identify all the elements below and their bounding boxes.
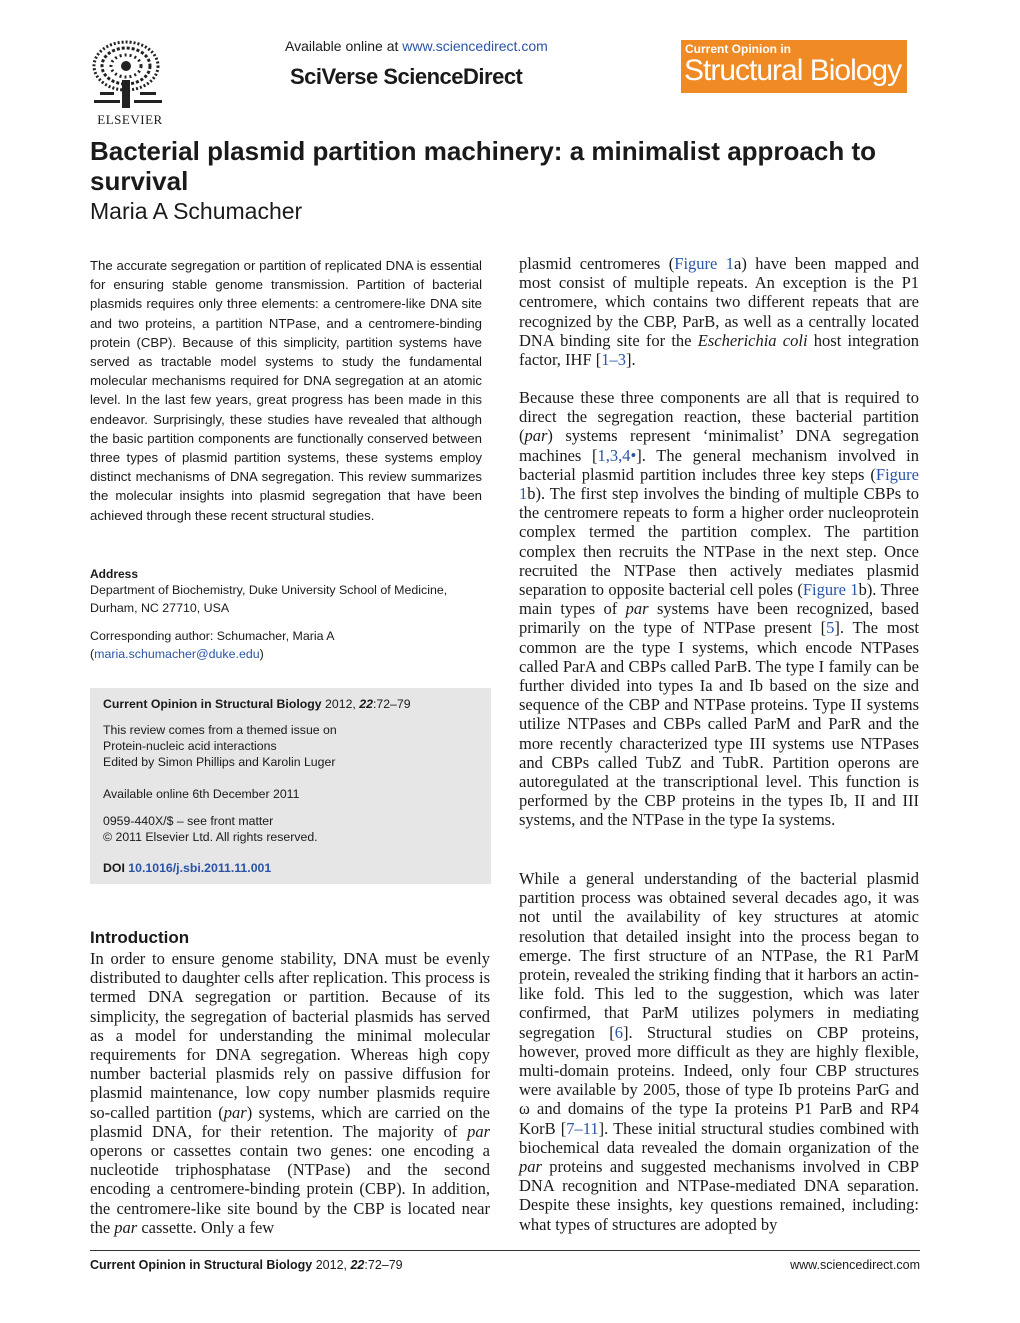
figure-link[interactable]: Figure 1 xyxy=(674,254,735,273)
article-info-box xyxy=(90,688,491,884)
address-label: Address xyxy=(90,567,139,581)
author-email-link[interactable]: maria.schumacher@duke.edu xyxy=(94,646,260,661)
elsevier-logo xyxy=(90,40,168,130)
available-online-date: Available online 6th December 2011 xyxy=(103,787,300,801)
sciencedirect-link[interactable]: www.sciencedirect.com xyxy=(402,38,548,54)
footer-divider xyxy=(90,1250,920,1251)
reference-link[interactable]: 7–11 xyxy=(566,1118,599,1138)
reference-link[interactable]: 5 xyxy=(826,618,835,638)
journal-banner-line1: Current Opinion in xyxy=(685,42,791,56)
corresponding-author-name: Corresponding author: Schumacher, Maria A xyxy=(90,629,335,643)
corresponding-author: Corresponding author: Schumacher, Maria A (maria.schumacher@duke.edu) xyxy=(90,628,480,663)
reference-link[interactable]: 1,3,4• xyxy=(597,445,637,465)
introduction-paragraph: In order to ensure genome stability, DNA must be evenly distributed to daughter cells after replication. This process is termed DNA segregation or partition. Because of its simplicity, the segregation of bacterial plasmids has served as a model for understanding the minimal molecular requirements for DNA segregation. Whereas high copy number bacterial plasmids rely on passive diffusion for plasmid maintenance, low copy number plasmids require so-called partition (par) systems, which are carried on the plasmid DNA, for their retention. The majority of par operons or cassettes contain two genes: one encoding a nucleotide triphosphatase (NTPase) and the second encoding a centromere-binding protein (CBP). In addition, the centromere-like site bound by the CBP is located near the par cassette. Only a few xyxy=(90,949,490,1237)
sciverse-wordmark: SciVerse ScienceDirect xyxy=(290,64,523,89)
address-line: Durham, NC 27710, USA xyxy=(90,600,230,615)
themed-issue-line: This review comes from a themed issue on xyxy=(103,723,337,737)
journal-banner-line2: Structural Biology xyxy=(684,54,902,87)
elsevier-tree-icon xyxy=(90,40,166,110)
doi-link[interactable]: 10.1016/j.sbi.2011.11.001 xyxy=(128,861,272,875)
editors: Edited by Simon Phillips and Karolin Luger xyxy=(103,755,336,769)
article-author: Maria A Schumacher xyxy=(90,198,303,224)
elsevier-wordmark: ELSEVIER xyxy=(97,112,163,127)
reference-link[interactable]: 1–3 xyxy=(601,350,627,370)
doi: DOI 10.1016/j.sbi.2011.11.001 xyxy=(103,861,272,875)
reference-link[interactable]: 6 xyxy=(614,1022,624,1042)
available-prefix: Available online at xyxy=(285,38,403,54)
copyright-icon: © xyxy=(103,830,113,844)
article-title: Bacterial plasmid partition machinery: a minimalist approach to survival xyxy=(90,136,876,196)
citation: Current Opinion in Structural Biology 2012, 22:72–79 xyxy=(103,697,411,711)
issn: 0959-440X/$ – see front matter xyxy=(103,814,274,828)
figure-link[interactable]: Figure 1 xyxy=(519,464,919,504)
footer-url[interactable]: www.sciencedirect.com xyxy=(790,1258,920,1272)
section-heading-introduction: Introduction xyxy=(90,928,190,947)
themed-issue-topic: Protein-nucleic acid interactions xyxy=(103,739,277,753)
body-paragraph: While a general understanding of the bacterial plasmid partition process was obtained several decades ago, it was not until the availability of key structures at atomic resolution that detailed insight into the process began to emerge. The first structure of an NTPase, the R1 ParM protein, revealed the striking finding that it harbors an actin-like fold. This led to the suggestion, which was later confirmed, that ParM utilizes polymers in mediating segregation [6]. Structural studies on CBP proteins, however, proved more difficult as they are highly flexible, multi-domain proteins. Indeed, only four CBP structures were available by 2005, those of type Ib proteins ParG and ω and domains of the type Ia proteins P1 ParB and RP4 KorB [7–11]. These initial structural studies combined with biochemical data revealed the domain organization of the par proteins and suggested mechanisms involved in CBP DNA recognition and NTPase-mediated DNA separation. Despite these insights, key questions remained, including: what types of structures are adopted by xyxy=(519,869,919,1234)
available-online xyxy=(285,38,548,54)
journal-banner xyxy=(681,40,907,93)
abstract: The accurate segregation or partition of replicated DNA is essential for ensuring stable genome transmission. Partition of bacterial plasmids requires only three elements: a centromere-like DNA site and two proteins, a partition NTPase, and a centromere-binding protein (CBP). Because of this simplicity, partition systems have served as tractable model systems to study the fundamental molecular mechanisms required for DNA segregation at an atomic level. In the last few years, great progress has been made in this endeavor. Surprisingly, these studies have revealed that although the basic partition components are functionally conserved between three types of plasmid partition systems, these systems employ distinct mechanisms of DNA segregation. This review summarizes the molecular insights into plasmid segregation that have been achieved through these recent structural studies. xyxy=(90,258,482,523)
footer-citation: Current Opinion in Structural Biology 2012, 22:72–79 xyxy=(90,1258,403,1272)
figure-link[interactable]: Figure 1 xyxy=(802,580,859,600)
copyright: © 2011 Elsevier Ltd. All rights reserved. xyxy=(103,830,318,844)
address-line: Department of Biochemistry, Duke University School of Medicine, xyxy=(90,583,448,597)
body-paragraph: plasmid centromeres (Figure 1a) have been mapped and most consist of multiple repeats. An exception is the P1 centromere, which contains two different repeats that are recognized by the CBP, ParB, as well as a centrally located DNA binding site for the Escherichia coli host integration factor, IHF [1–3]. xyxy=(519,254,919,370)
address xyxy=(90,582,480,617)
body-paragraph: Because these three components are all that is required to direct the segregation reaction, these bacterial partition (par) systems represent ‘minimalist’ DNA segregation machines [1,3,4•]. The general mechanism involved in bacterial plasmid partition includes three key steps (Figure 1b). The first step involves the binding of multiple CBPs to the centromere repeats to form a higher order nucleoprotein complex termed the partition complex. The partition complex then recruits the NTPase in the next step. Once recruited the NTPase then actively mediates plasmid separation to opposite bacterial cell poles (Figure 1b). Three main types of par systems have been recognized, based primarily on the type of NTPase present [5]. The most common are the type I systems, which encode NTPases called ParA and CBPs called ParB. The type I family can be further divided into types Ia and Ib based on the size and sequence of the CBP and NTPase proteins. Type II systems utilize NTPases and CBPs called ParM and ParR and the more recently characterized type III systems use NTPases and CBPs called TubZ and TubR. Partition operons are autoregulated at the transcriptional level. This function is performed by the CBP proteins in the types Ib, II and III systems, and the NTPase in the type Ia systems. xyxy=(519,388,919,830)
